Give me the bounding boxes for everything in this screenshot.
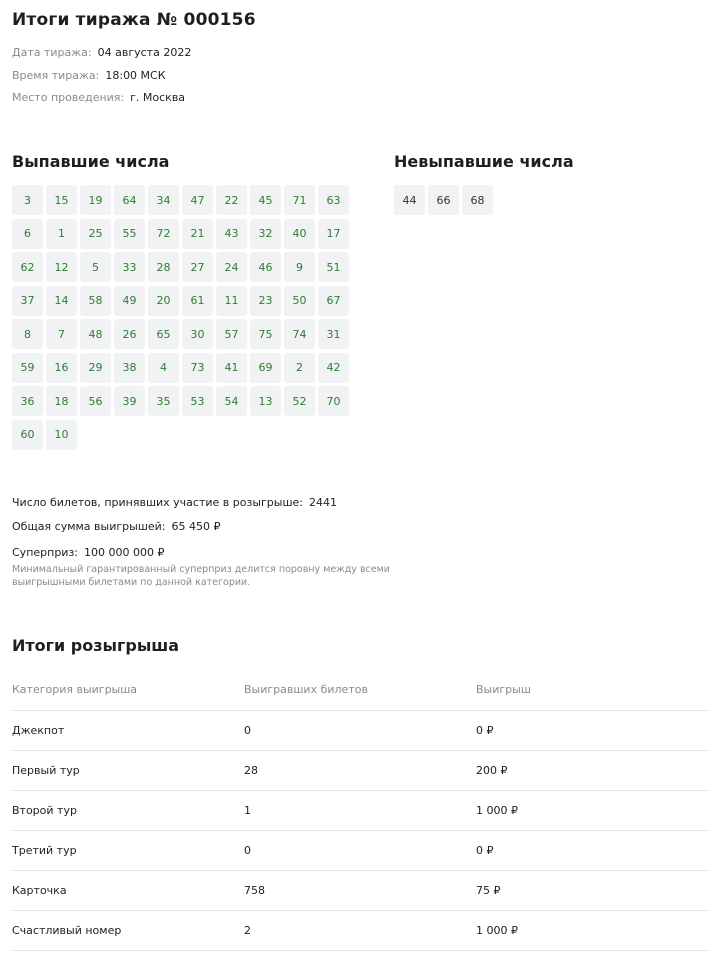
undrawn-number: 44 xyxy=(394,185,425,215)
prize-cell: 0 ₽ xyxy=(476,710,709,750)
drawn-number: 64 xyxy=(114,185,145,215)
drawn-number: 17 xyxy=(318,219,349,249)
drawn-number: 28 xyxy=(148,252,179,282)
col-header-prize: Выигрыш xyxy=(476,670,709,710)
drawn-number: 34 xyxy=(148,185,179,215)
drawn-number: 40 xyxy=(284,219,315,249)
undrawn-numbers-grid xyxy=(394,185,493,215)
drawn-number: 65 xyxy=(148,319,179,349)
draw-time-label: Время тиража: xyxy=(12,69,100,82)
drawn-number: 75 xyxy=(250,319,281,349)
results-header-row xyxy=(12,670,709,710)
category-cell: Джекпот xyxy=(12,710,244,750)
page-title: Итоги тиража № 000156 xyxy=(12,10,256,30)
prize-cell: 0 ₽ xyxy=(476,830,709,870)
drawn-number: 9 xyxy=(284,252,315,282)
drawn-number: 7 xyxy=(46,319,77,349)
table-row xyxy=(12,750,709,790)
table-row xyxy=(12,790,709,830)
drawn-number: 73 xyxy=(182,353,213,383)
drawn-number: 47 xyxy=(182,185,213,215)
drawn-number: 69 xyxy=(250,353,281,383)
drawn-number: 4 xyxy=(148,353,179,383)
drawn-number: 38 xyxy=(114,353,145,383)
drawn-number: 41 xyxy=(216,353,247,383)
drawn-number: 53 xyxy=(182,386,213,416)
drawn-number: 6 xyxy=(12,219,43,249)
category-cell: Карточка xyxy=(12,870,244,910)
winners-cell: 1 xyxy=(244,790,476,830)
drawn-number: 46 xyxy=(250,252,281,282)
drawn-number: 42 xyxy=(318,353,349,383)
drawn-number: 49 xyxy=(114,286,145,316)
drawn-number: 71 xyxy=(284,185,315,215)
drawn-number: 5 xyxy=(80,252,111,282)
superprize-row xyxy=(12,546,165,559)
tickets-count-value: 2441 xyxy=(309,496,338,509)
drawn-number: 1 xyxy=(46,219,77,249)
drawn-number: 54 xyxy=(216,386,247,416)
drawn-number: 32 xyxy=(250,219,281,249)
drawn-number: 50 xyxy=(284,286,315,316)
results-title: Итоги розыгрыша xyxy=(12,636,180,655)
drawn-number: 74 xyxy=(284,319,315,349)
drawn-number: 18 xyxy=(46,386,77,416)
drawn-number: 12 xyxy=(46,252,77,282)
winners-cell: 0 xyxy=(244,710,476,750)
drawn-number: 43 xyxy=(216,219,247,249)
draw-date-label: Дата тиража: xyxy=(12,46,92,59)
table-row xyxy=(12,830,709,870)
total-winnings-row xyxy=(12,520,221,533)
table-row xyxy=(12,870,709,910)
drawn-number: 51 xyxy=(318,252,349,282)
drawn-number: 37 xyxy=(12,286,43,316)
drawn-number: 30 xyxy=(182,319,213,349)
drawn-number: 58 xyxy=(80,286,111,316)
drawn-number: 3 xyxy=(12,185,43,215)
category-cell: Третий тур xyxy=(12,830,244,870)
drawn-number: 72 xyxy=(148,219,179,249)
drawn-number: 33 xyxy=(114,252,145,282)
drawn-number: 8 xyxy=(12,319,43,349)
drawn-number: 48 xyxy=(80,319,111,349)
drawn-number: 14 xyxy=(46,286,77,316)
drawn-number: 24 xyxy=(216,252,247,282)
drawn-number: 25 xyxy=(80,219,111,249)
drawn-numbers-title: Выпавшие числа xyxy=(12,152,170,171)
drawn-number: 67 xyxy=(318,286,349,316)
drawn-number: 19 xyxy=(80,185,111,215)
superprize-value: 100 000 000 ₽ xyxy=(84,546,165,559)
col-header-category: Категория выигрыша xyxy=(12,670,244,710)
category-cell: Первый тур xyxy=(12,750,244,790)
superprize-label: Суперприз: xyxy=(12,546,79,559)
total-winnings-value: 65 450 ₽ xyxy=(171,520,221,533)
drawn-number: 52 xyxy=(284,386,315,416)
draw-time-value: 18:00 МСК xyxy=(105,69,166,82)
drawn-number: 15 xyxy=(46,185,77,215)
tickets-count-row xyxy=(12,496,337,509)
drawn-number: 23 xyxy=(250,286,281,316)
draw-time-row xyxy=(12,69,166,82)
drawn-number: 11 xyxy=(216,286,247,316)
drawn-number: 39 xyxy=(114,386,145,416)
table-row xyxy=(12,910,709,950)
drawn-number: 35 xyxy=(148,386,179,416)
draw-date-value: 04 августа 2022 xyxy=(97,46,192,59)
drawn-number: 22 xyxy=(216,185,247,215)
prize-cell: 1 000 ₽ xyxy=(476,910,709,950)
drawn-number: 13 xyxy=(250,386,281,416)
drawn-number: 62 xyxy=(12,252,43,282)
drawn-number: 59 xyxy=(12,353,43,383)
results-table xyxy=(12,670,709,951)
drawn-number: 45 xyxy=(250,185,281,215)
results-body xyxy=(12,710,709,950)
winners-cell: 758 xyxy=(244,870,476,910)
prize-cell: 1 000 ₽ xyxy=(476,790,709,830)
drawn-numbers-grid xyxy=(12,185,349,450)
drawn-number: 10 xyxy=(46,420,77,450)
draw-date-row xyxy=(12,46,191,59)
drawn-number: 60 xyxy=(12,420,43,450)
col-header-winners: Выигравших билетов xyxy=(244,670,476,710)
undrawn-numbers-title: Невыпавшие числа xyxy=(394,152,574,171)
draw-place-value: г. Москва xyxy=(130,91,186,104)
drawn-number: 31 xyxy=(318,319,349,349)
drawn-number: 61 xyxy=(182,286,213,316)
drawn-number: 55 xyxy=(114,219,145,249)
drawn-number: 20 xyxy=(148,286,179,316)
total-winnings-label: Общая сумма выигрышей: xyxy=(12,520,166,533)
draw-place-label: Место проведения: xyxy=(12,91,125,104)
superprize-note: Минимальный гарантированный суперприз делится поровну между всеми выигрышными билетами по данной категории. xyxy=(12,564,390,588)
undrawn-number: 66 xyxy=(428,185,459,215)
drawn-number: 29 xyxy=(80,353,111,383)
category-cell: Счастливый номер xyxy=(12,910,244,950)
drawn-number: 56 xyxy=(80,386,111,416)
prize-cell: 200 ₽ xyxy=(476,750,709,790)
drawn-number: 16 xyxy=(46,353,77,383)
category-cell: Второй тур xyxy=(12,790,244,830)
tickets-count-label: Число билетов, принявших участие в розыгрыше: xyxy=(12,496,304,509)
prize-cell: 75 ₽ xyxy=(476,870,709,910)
drawn-number: 26 xyxy=(114,319,145,349)
drawn-number: 27 xyxy=(182,252,213,282)
drawn-number: 36 xyxy=(12,386,43,416)
drawn-number: 21 xyxy=(182,219,213,249)
drawn-number: 2 xyxy=(284,353,315,383)
drawn-number: 57 xyxy=(216,319,247,349)
draw-place-row xyxy=(12,91,185,104)
winners-cell: 2 xyxy=(244,910,476,950)
winners-cell: 0 xyxy=(244,830,476,870)
drawn-number: 63 xyxy=(318,185,349,215)
undrawn-number: 68 xyxy=(462,185,493,215)
table-row xyxy=(12,710,709,750)
drawn-number: 70 xyxy=(318,386,349,416)
winners-cell: 28 xyxy=(244,750,476,790)
